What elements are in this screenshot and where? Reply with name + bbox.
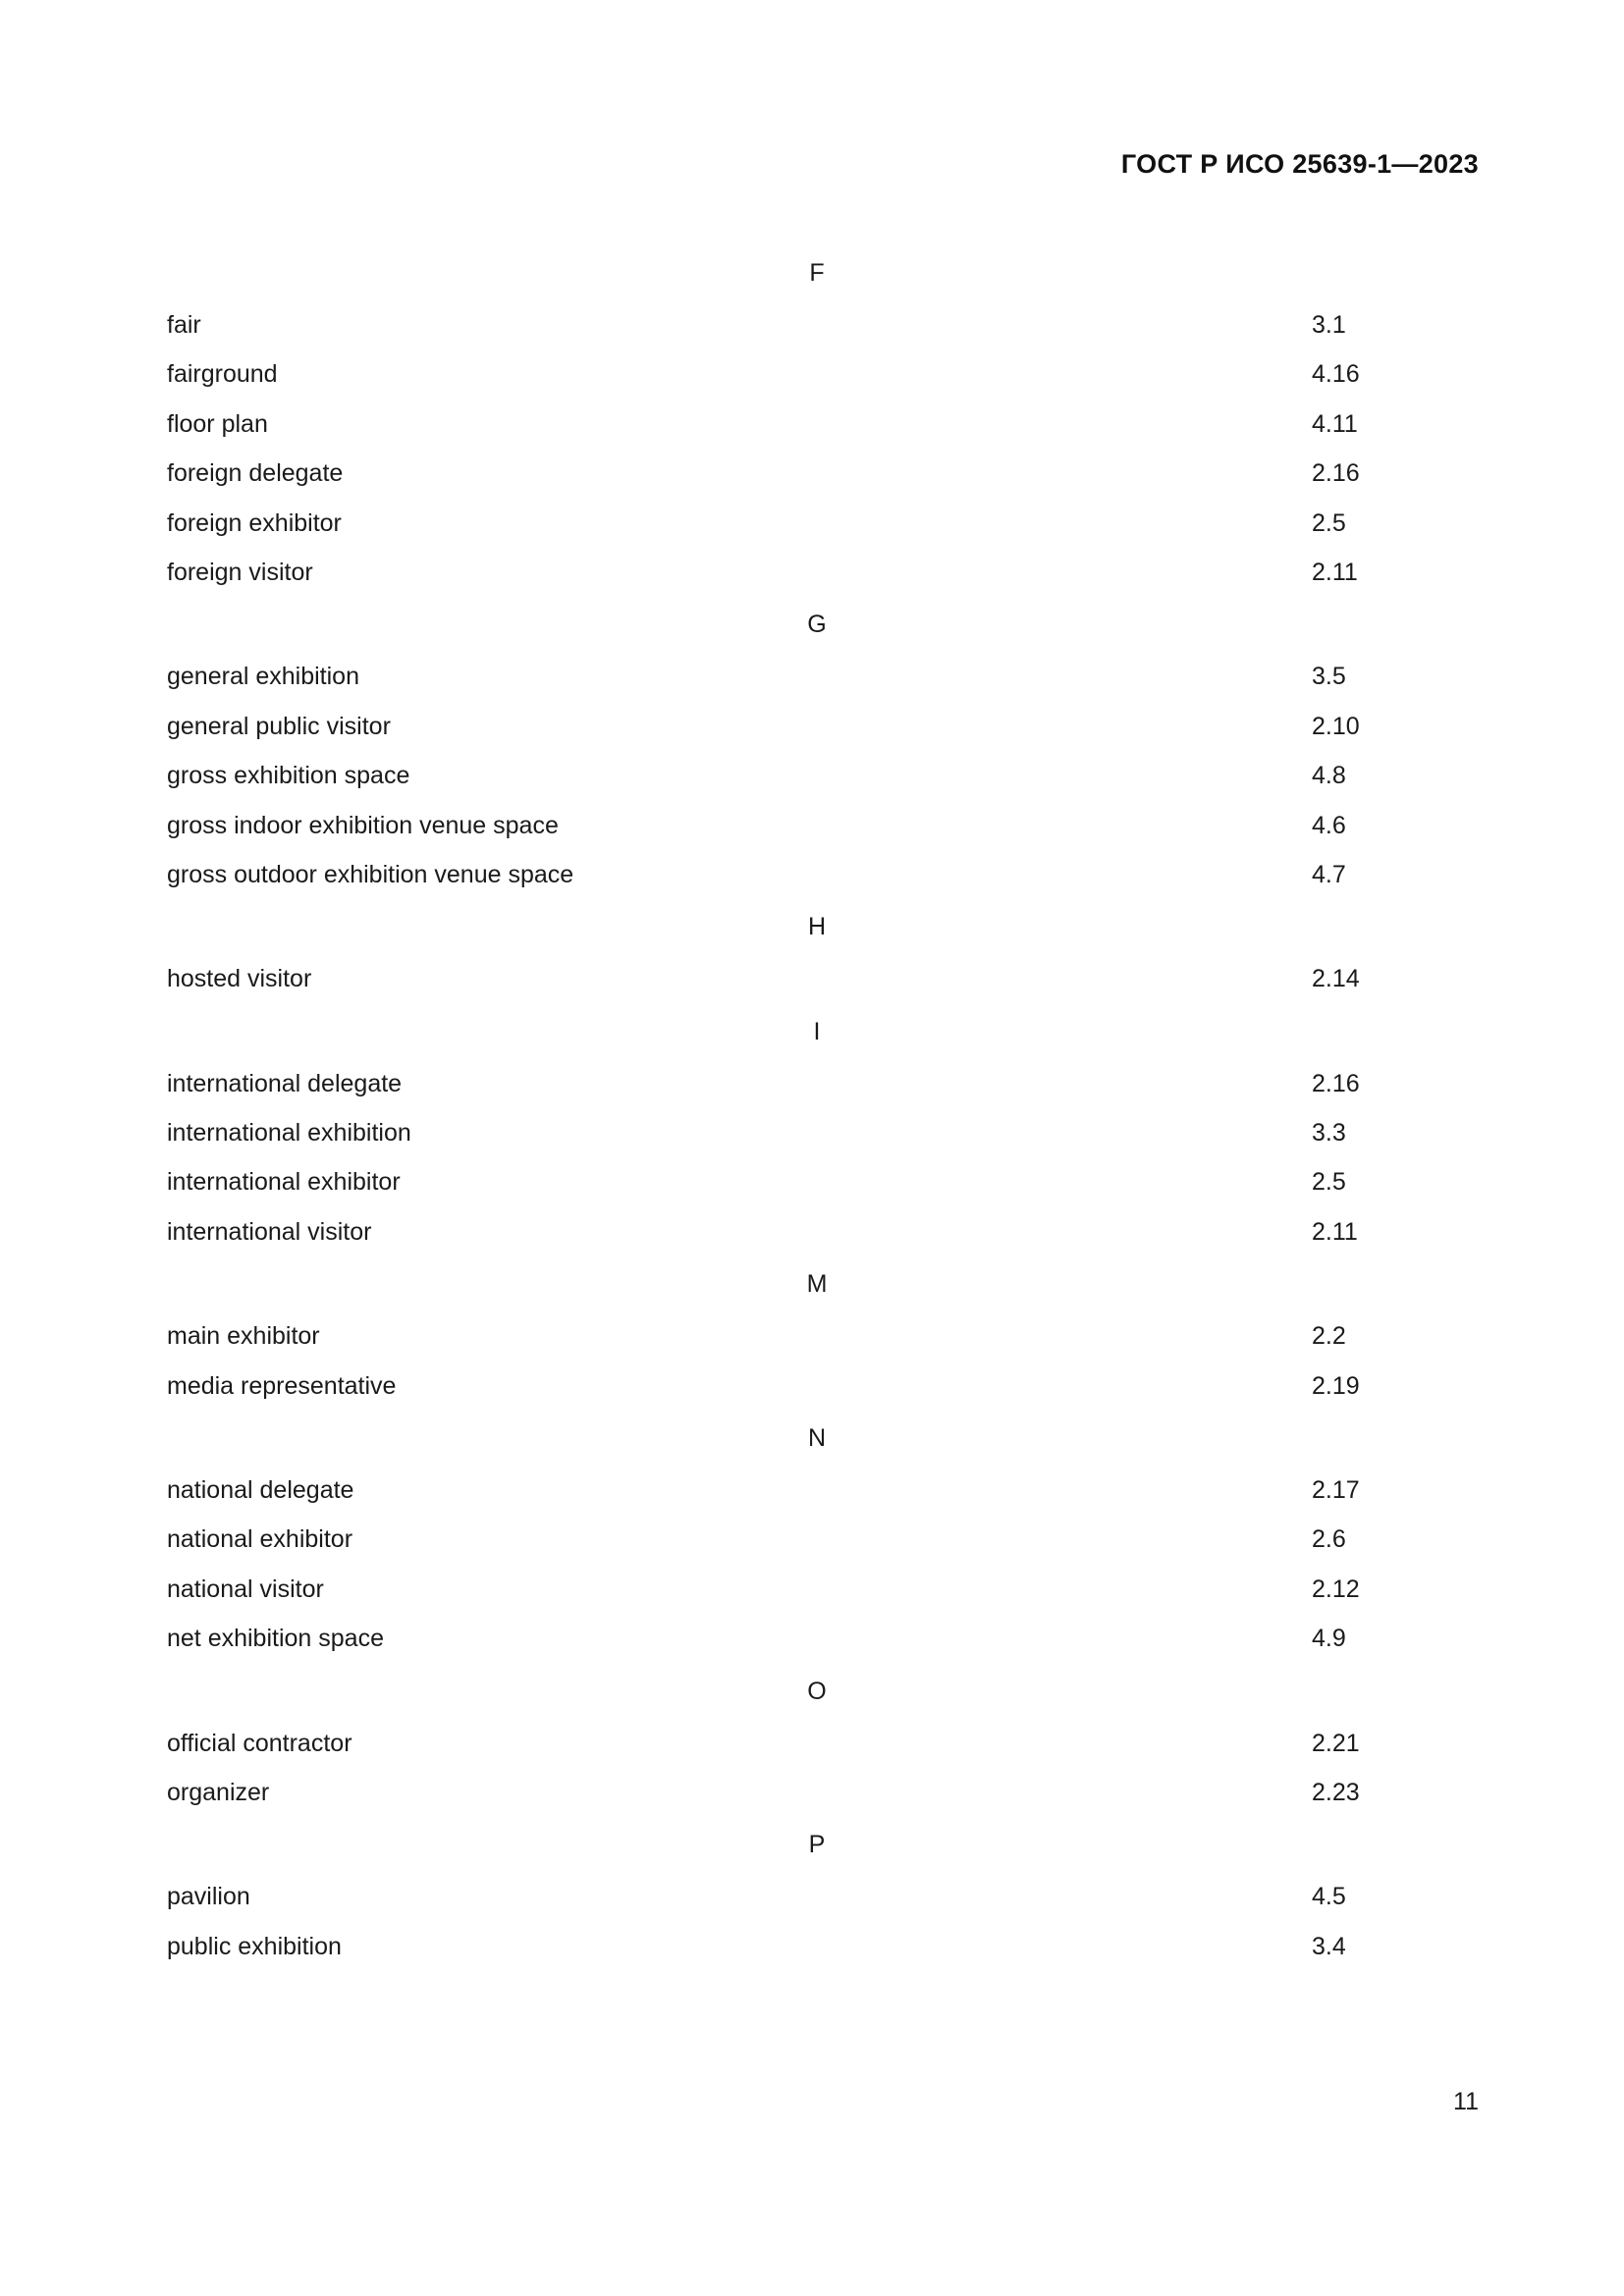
index-entry <box>167 751 1479 800</box>
index-term: general exhibition <box>167 663 359 691</box>
index-term: national visitor <box>167 1575 324 1603</box>
index-term: organizer <box>167 1778 270 1806</box>
index-term-reference: 3.4 <box>1312 1932 1346 1960</box>
index-term-reference: 2.21 <box>1312 1729 1360 1757</box>
index-entry <box>167 801 1479 850</box>
index-entry <box>167 1768 1479 1817</box>
page-number: 11 <box>1453 2088 1479 2115</box>
index-section-g <box>167 597 1479 899</box>
index-entry <box>167 449 1479 498</box>
index-entry <box>167 1466 1479 1515</box>
section-letter-heading: N <box>807 1424 827 1453</box>
index-entry <box>167 1362 1479 1411</box>
index-term-reference: 4.8 <box>1312 762 1346 790</box>
index-term-reference: 4.16 <box>1312 360 1360 389</box>
index-term: foreign visitor <box>167 558 313 586</box>
index-term: media representative <box>167 1371 397 1400</box>
section-letter-heading: P <box>808 1831 826 1859</box>
index-term-reference: 2.23 <box>1312 1778 1360 1806</box>
index-entry <box>167 702 1479 751</box>
index-term: floor plan <box>167 409 268 438</box>
index-entry <box>167 1059 1479 1108</box>
index-term: international exhibition <box>167 1119 411 1148</box>
index-term: hosted visitor <box>167 965 312 993</box>
index-entry <box>167 1565 1479 1614</box>
section-letter-heading: G <box>807 611 827 639</box>
index-term-reference: 4.6 <box>1312 811 1346 839</box>
index-entry <box>167 652 1479 701</box>
index-term: net exhibition space <box>167 1625 384 1653</box>
index-term-reference: 2.11 <box>1312 558 1358 586</box>
alphabetical-term-index <box>167 245 1479 1971</box>
index-entry <box>167 850 1479 899</box>
index-term-reference: 2.14 <box>1312 965 1360 993</box>
index-term: pavilion <box>167 1883 250 1911</box>
index-term-reference: 2.16 <box>1312 1069 1360 1097</box>
document-header-standard-id: ГОСТ Р ИСО 25639-1—2023 <box>1120 149 1479 179</box>
index-term-reference: 2.19 <box>1312 1371 1360 1400</box>
index-entry <box>167 1108 1479 1157</box>
index-term-reference: 2.17 <box>1312 1476 1360 1505</box>
index-term-reference: 3.3 <box>1312 1119 1346 1148</box>
index-term: national exhibitor <box>167 1525 353 1554</box>
index-term-reference: 2.5 <box>1312 508 1346 537</box>
index-term-reference: 4.9 <box>1312 1625 1346 1653</box>
index-term-reference: 3.1 <box>1312 311 1346 339</box>
index-entry <box>167 548 1479 597</box>
index-entry <box>167 1719 1479 1768</box>
index-term: national delegate <box>167 1476 354 1505</box>
index-entry <box>167 499 1479 548</box>
index-term-reference: 4.7 <box>1312 860 1346 888</box>
index-term-reference: 3.5 <box>1312 663 1346 691</box>
index-term: international delegate <box>167 1069 403 1097</box>
index-section-n <box>167 1411 1479 1664</box>
index-entry <box>167 954 1479 1003</box>
section-letter-heading: I <box>813 1017 821 1045</box>
index-entry <box>167 400 1479 449</box>
index-entry <box>167 1922 1479 1971</box>
index-term-reference: 2.11 <box>1312 1217 1358 1246</box>
section-letter-heading: M <box>806 1270 828 1299</box>
index-section-o <box>167 1664 1479 1818</box>
index-term-reference: 2.10 <box>1312 712 1360 740</box>
index-section-m <box>167 1256 1479 1411</box>
index-term: main exhibitor <box>167 1322 320 1351</box>
index-term: foreign delegate <box>167 459 344 488</box>
index-term: international exhibitor <box>167 1168 401 1197</box>
index-term: fairground <box>167 360 278 389</box>
index-section-i <box>167 1004 1479 1257</box>
index-term: international visitor <box>167 1217 372 1246</box>
index-section-f <box>167 245 1479 597</box>
index-term-reference: 4.11 <box>1312 409 1358 438</box>
index-term: official contractor <box>167 1729 352 1757</box>
index-term: gross outdoor exhibition venue space <box>167 860 574 888</box>
index-entry <box>167 1311 1479 1361</box>
index-entry <box>167 1872 1479 1921</box>
section-letter-heading: H <box>807 913 827 941</box>
index-entry <box>167 1207 1479 1256</box>
index-term: public exhibition <box>167 1932 342 1960</box>
index-term: general public visitor <box>167 712 391 740</box>
index-section-p <box>167 1817 1479 1971</box>
index-entry <box>167 300 1479 349</box>
index-term-reference: 2.16 <box>1312 459 1360 488</box>
index-term: gross exhibition space <box>167 762 410 790</box>
index-term: fair <box>167 311 201 339</box>
index-entry <box>167 349 1479 399</box>
section-letter-heading: F <box>809 259 825 287</box>
index-term-reference: 2.5 <box>1312 1168 1346 1197</box>
index-entry <box>167 1614 1479 1663</box>
section-letter-heading: O <box>807 1677 827 1705</box>
index-term: foreign exhibitor <box>167 508 342 537</box>
index-section-h <box>167 899 1479 1003</box>
index-term-reference: 2.2 <box>1312 1322 1346 1351</box>
index-entry <box>167 1157 1479 1206</box>
index-term-reference: 2.6 <box>1312 1525 1346 1554</box>
index-entry <box>167 1515 1479 1564</box>
index-term: gross indoor exhibition venue space <box>167 811 559 839</box>
index-term-reference: 4.5 <box>1312 1883 1346 1911</box>
index-term-reference: 2.12 <box>1312 1575 1360 1603</box>
